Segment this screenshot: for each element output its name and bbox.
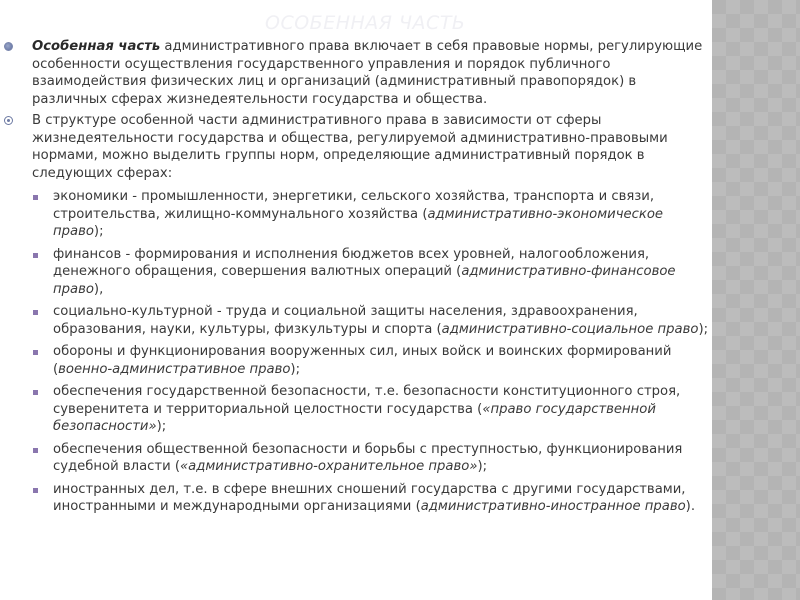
item-end: ); <box>290 361 301 377</box>
slide-content <box>0 38 712 521</box>
item-text: обеспечения государственной безопасности, т.е. безопасности конституционного строя, суверенитета и территориальной целостности государства ( <box>53 384 681 417</box>
slide-title: ОСОБЕННАЯ ЧАСТЬ <box>265 12 466 34</box>
item-text: финансов - формирования и исполнения бюджетов всех уровней, налогообложения, денежного обращения, совершения валютных операций ( <box>53 246 650 279</box>
term-lead: Особенная часть <box>32 39 161 54</box>
item-text: обеспечения общественной безопасности и борьбы с преступностью, функционирования судебной власти ( <box>53 441 683 474</box>
spheres-list <box>0 188 712 516</box>
list-item <box>0 481 713 516</box>
square-bullet-icon <box>33 310 38 315</box>
item-text: социально-культурной - труда и социальной защиты населения, здравоохранения, образования, науки, культуры, физкультуры и спорта ( <box>53 304 638 337</box>
item-law-branch: административно-иностранное право <box>420 499 686 514</box>
paragraph-definition <box>0 38 712 108</box>
list-item <box>0 383 713 436</box>
item-law-branch: «административно-охранительное право» <box>180 459 478 474</box>
bullet-ring-icon <box>4 116 13 125</box>
item-end: ), <box>93 281 104 297</box>
square-bullet-icon <box>33 195 38 200</box>
list-item <box>0 343 713 378</box>
square-bullet-icon <box>33 390 38 395</box>
square-bullet-icon <box>33 350 38 355</box>
item-end: ); <box>477 459 488 474</box>
bullet-dot-icon <box>4 42 13 51</box>
item-law-branch: «право государственной безопасности» <box>53 401 656 434</box>
item-end: ); <box>93 224 104 239</box>
list-item <box>0 303 713 338</box>
item-text: экономики - промышленности, энергетики, сельского хозяйства, транспорта и связи, строительства, жилищно-коммунального хозяйства ( <box>53 189 655 222</box>
item-end: ); <box>156 419 167 434</box>
item-end: ). <box>685 499 696 514</box>
item-law-branch: административно-социальное право <box>441 321 699 337</box>
paragraph-text: административного права включает в себя правовые нормы, регулирующие особенности осуществления государственного управления и порядок публичного взаимодействия физических лиц и организаций (административный правопорядок) в различных сферах жизнедеятельности государства и общества. <box>32 39 703 107</box>
item-end: ); <box>698 321 709 337</box>
item-law-branch: военно-административное право <box>58 361 291 377</box>
paragraph-text: В структуре особенной части административного права в зависимости от сферы жизнедеятельности государства и общества, регулируемой административно-правовыми нормами, можно выделить группы норм, определяющие административный порядок в следующих сферах: <box>32 113 668 181</box>
list-item <box>0 441 713 476</box>
list-item <box>0 246 713 299</box>
item-law-branch: административно-экономическое право <box>53 206 664 239</box>
item-law-branch: административно-финансовое право <box>53 264 676 297</box>
list-item <box>0 188 713 241</box>
item-text: обороны и функционирования вооруженных сил, иных войск и воинских формирований ( <box>53 344 672 377</box>
square-bullet-icon <box>33 488 38 493</box>
paragraph-structure <box>0 112 712 182</box>
square-bullet-icon <box>33 448 38 453</box>
decorative-side-panel <box>712 0 800 600</box>
item-text: иностранных дел, т.е. в сфере внешних сношений государства с другими государствами, иностранными и международными организациями ( <box>53 481 686 514</box>
square-bullet-icon <box>33 253 38 258</box>
